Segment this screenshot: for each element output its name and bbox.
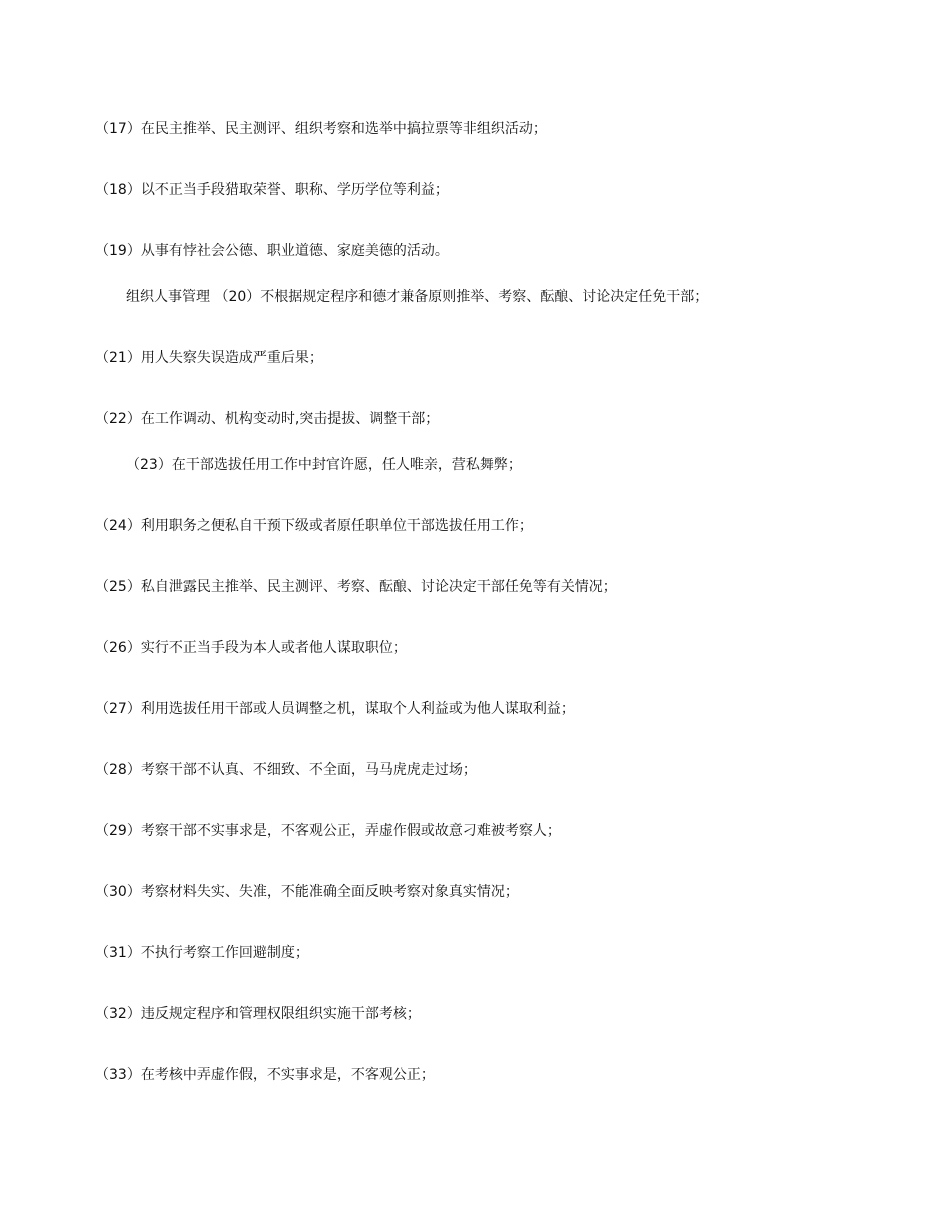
list-item: （24）利用职务之便私自干预下级或者原任职单位干部选拔任用工作； [95, 518, 533, 534]
list-item: （21）用人失察失误造成严重后果； [95, 350, 323, 366]
list-item: （18）以不正当手段猎取荣誉、职称、学历学位等利益； [95, 182, 449, 198]
list-item: 组织人事管理 （20）不根据规定程序和德才兼备原则推举、考察、酝酿、讨论决定任免干部； [126, 289, 709, 305]
list-item: （23）在干部选拔任用工作中封官许愿，任人唯亲，营私舞弊； [126, 457, 522, 473]
list-item: （29）考察干部不实事求是，不客观公正，弄虚作假或故意刁难被考察人； [95, 823, 561, 839]
list-item: （28）考察干部不认真、不细致、不全面，马马虎虎走过场； [95, 762, 477, 778]
list-item: （33）在考核中弄虚作假，不实事求是，不客观公正； [95, 1067, 435, 1083]
list-item: （25）私自泄露民主推举、民主测评、考察、酝酿、讨论决定干部任免等有关情况； [95, 579, 617, 595]
list-item: （30）考察材料失实、失准，不能准确全面反映考察对象真实情况； [95, 884, 519, 900]
list-item: （26）实行不正当手段为本人或者他人谋取职位； [95, 640, 407, 656]
list-item: （31）不执行考察工作回避制度； [95, 945, 309, 961]
list-item: （22）在工作调动、机构变动时,突击提拔、调整干部； [95, 411, 440, 427]
list-item: （27）利用选拔任用干部或人员调整之机，谋取个人利益或为他人谋取利益； [95, 701, 575, 717]
list-item: （17）在民主推举、民主测评、组织考察和选举中搞拉票等非组织活动； [95, 121, 547, 137]
list-item: （32）违反规定程序和管理权限组织实施干部考核； [95, 1006, 421, 1022]
list-item: （19）从事有悖社会公德、职业道德、家庭美德的活动。 [95, 243, 449, 259]
